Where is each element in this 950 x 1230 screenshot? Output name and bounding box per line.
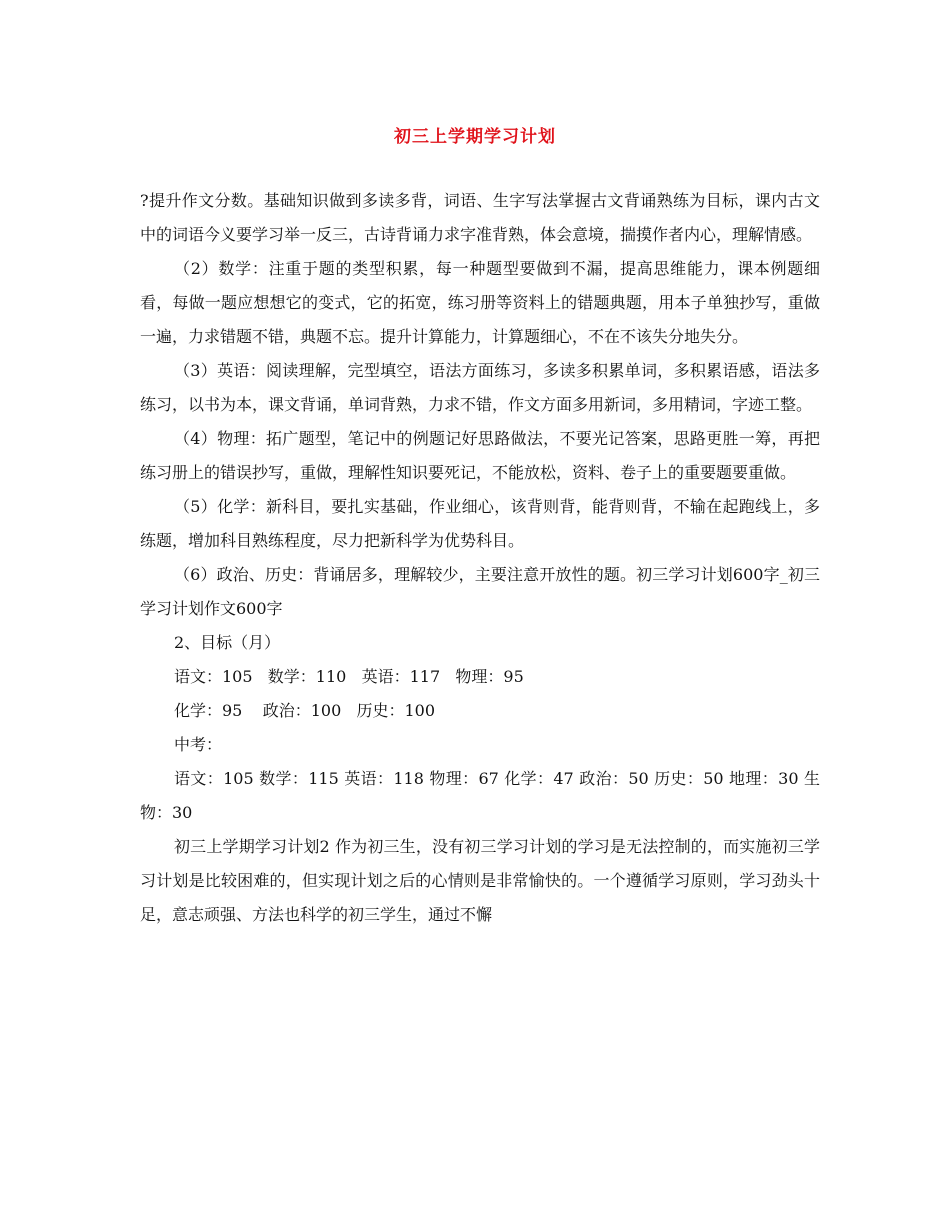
paragraph-english: （3）英语：阅读理解，完型填空，语法方面练习，多读多积累单词，多积累语感，语法多练习，以书为本，课文背诵，单词背熟，力求不错，作文方面多用新词，多用精词，字迹工整。 [140,361,820,414]
page-title: 初三上学期学习计划 [394,127,556,147]
paragraph-math: （2）数学：注重于题的类型积累，每一种题型要做到不漏，提高思维能力，课本例题细看，每做一题应想想它的变式，它的拓宽，练习册等资料上的错题典题，用本子单独抄写，重做一遍，力求错题不错，典题不忘。提升计算能力，计算题细心，不在不该失分地失分。 [140,259,820,346]
paragraph-physics: （4）物理：拓广题型，笔记中的例题记好思路做法，不要光记答案，思路更胜一筹，再把练习册上的错误抄写，重做，理解性知识要死记，不能放松，资料、卷子上的重要题要重做。 [140,429,820,482]
closing-paragraph: 初三上学期学习计划2 作为初三生，没有初三学习计划的学习是无法控制的，而实施初三学习计划是比较困难的，但实现计划之后的心情则是非常愉快的。一个遵循学习原则，学习劲头十足，意志顽强、方法也科学的初三学生，通过不懈 [140,837,820,924]
goals-line-2: 化学：95 政治：100 历史：100 [174,701,436,720]
document-body [140,184,820,932]
zhongkao-scores: 语文：105 数学：115 英语：118 物理：67 化学：47 政治：50 历史：50 地理：30 生物：30 [140,769,820,822]
paragraph-chinese: ?提升作文分数。基础知识做到多读多背，词语、生字写法掌握古文背诵熟练为目标，课内古文中的词语今义要学习举一反三，古诗背诵力求字准背熟，体会意境，揣摸作者内心，理解情感。 [140,191,820,244]
goals-line-1: 语文：105 数学：110 英语：117 物理：95 [174,667,524,686]
paragraph-chemistry: （5）化学：新科目，要扎实基础，作业细心，该背则背，能背则背，不输在起跑线上，多练题，增加科目熟练程度，尽力把新科学为优势科目。 [140,497,820,550]
paragraph-politics-history: （6）政治、历史：背诵居多，理解较少，主要注意开放性的题。初三学习计划600字_初三学习计划作文600字 [140,565,820,618]
goals-heading: 2、目标（月） [174,633,281,652]
zhongkao-heading: 中考： [174,735,223,754]
